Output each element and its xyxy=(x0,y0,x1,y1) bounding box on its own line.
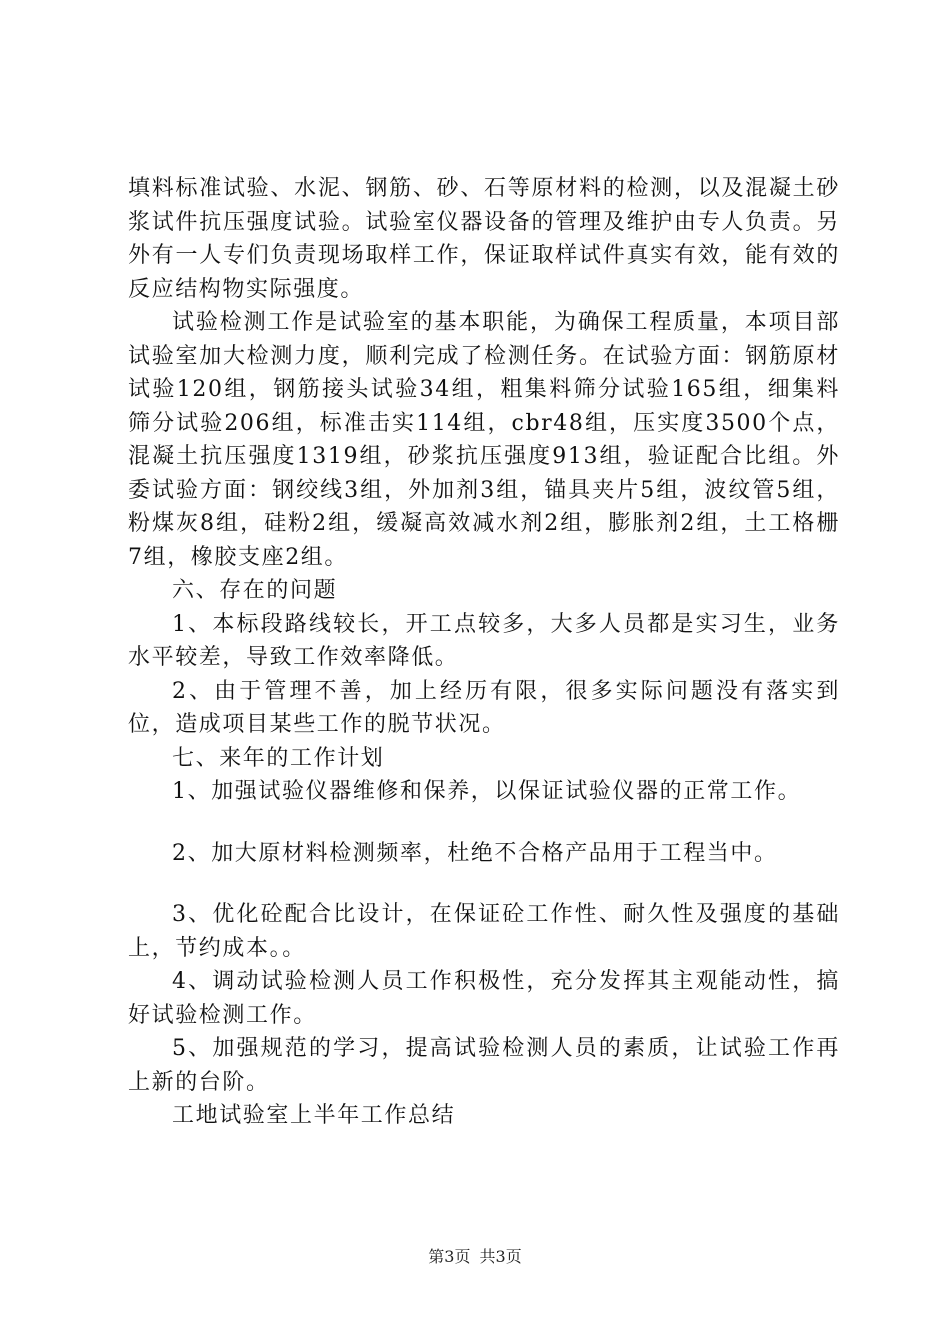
paragraph-testing-work: 试验检测工作是试验室的基本职能，为确保工程质量，本项目部试验室加大检测力度，顺利完成了检测任务。在试验方面：钢筋原材试验120组，钢筋接头试验34组，粗集料筛分试验165组，细集料筛分试验206组，标准击实114组，cbr48组，压实度3500个点，混凝土抗压强度1319组，砂浆抗压强度913组，验证配合比组。外委试验方面：钢绞线3组，外加剂3组，锚具夹片5组，波纹管5组，粉煤灰8组，硅粉2组，缓凝高效减水剂2组，膨胀剂2组，土工格栅7组，橡胶支座2组。 xyxy=(128,310,840,570)
section-heading-problems: 六、存在的问题 xyxy=(172,578,338,603)
plan-item-1: 1、加强试验仪器维修和保养，以保证试验仪器的正常工作。 xyxy=(172,779,802,804)
page-footer xyxy=(0,1244,950,1267)
plan-item-4: 4、调动试验检测人员工作积极性，充分发挥其主观能动性，搞好试验检测工作。 xyxy=(128,969,840,1028)
problem-item-2: 2、由于管理不善，加上经历有限，很多实际问题没有落实到位，造成项目某些工作的脱节状况。 xyxy=(128,678,840,737)
document-title-line: 工地试验室上半年工作总结 xyxy=(172,1103,456,1128)
section-heading-plan: 七、来年的工作计划 xyxy=(172,745,385,771)
paragraph-continuation: 填料标准试验、水泥、钢筋、砂、石等原材料的检测，以及混凝土砂浆试件抗压强度试验。试验室仪器设备的管理及维护由专人负责。另外有一人专们负责现场取样工作，保证取样试件真实有效，能有效的反应结构物实际强度。 xyxy=(128,176,840,302)
problem-item-1: 1、本标段路线较长，开工点较多，大多人员都是实习生，业务水平较差，导致工作效率降低。 xyxy=(128,611,840,670)
document-body xyxy=(128,172,840,1133)
page-total: 共3页 xyxy=(479,1247,522,1266)
plan-item-2: 2、加大原材料检测频率，杜绝不合格产品用于工程当中。 xyxy=(172,840,778,866)
plan-item-3: 3、优化砼配合比设计，在保证砼工作性、耐久性及强度的基础上，节约成本。。 xyxy=(128,902,840,961)
plan-item-5: 5、加强规范的学习，提高试验检测人员的素质，让试验工作再上新的台阶。 xyxy=(128,1036,840,1095)
page-number: 第3页 xyxy=(428,1247,471,1266)
